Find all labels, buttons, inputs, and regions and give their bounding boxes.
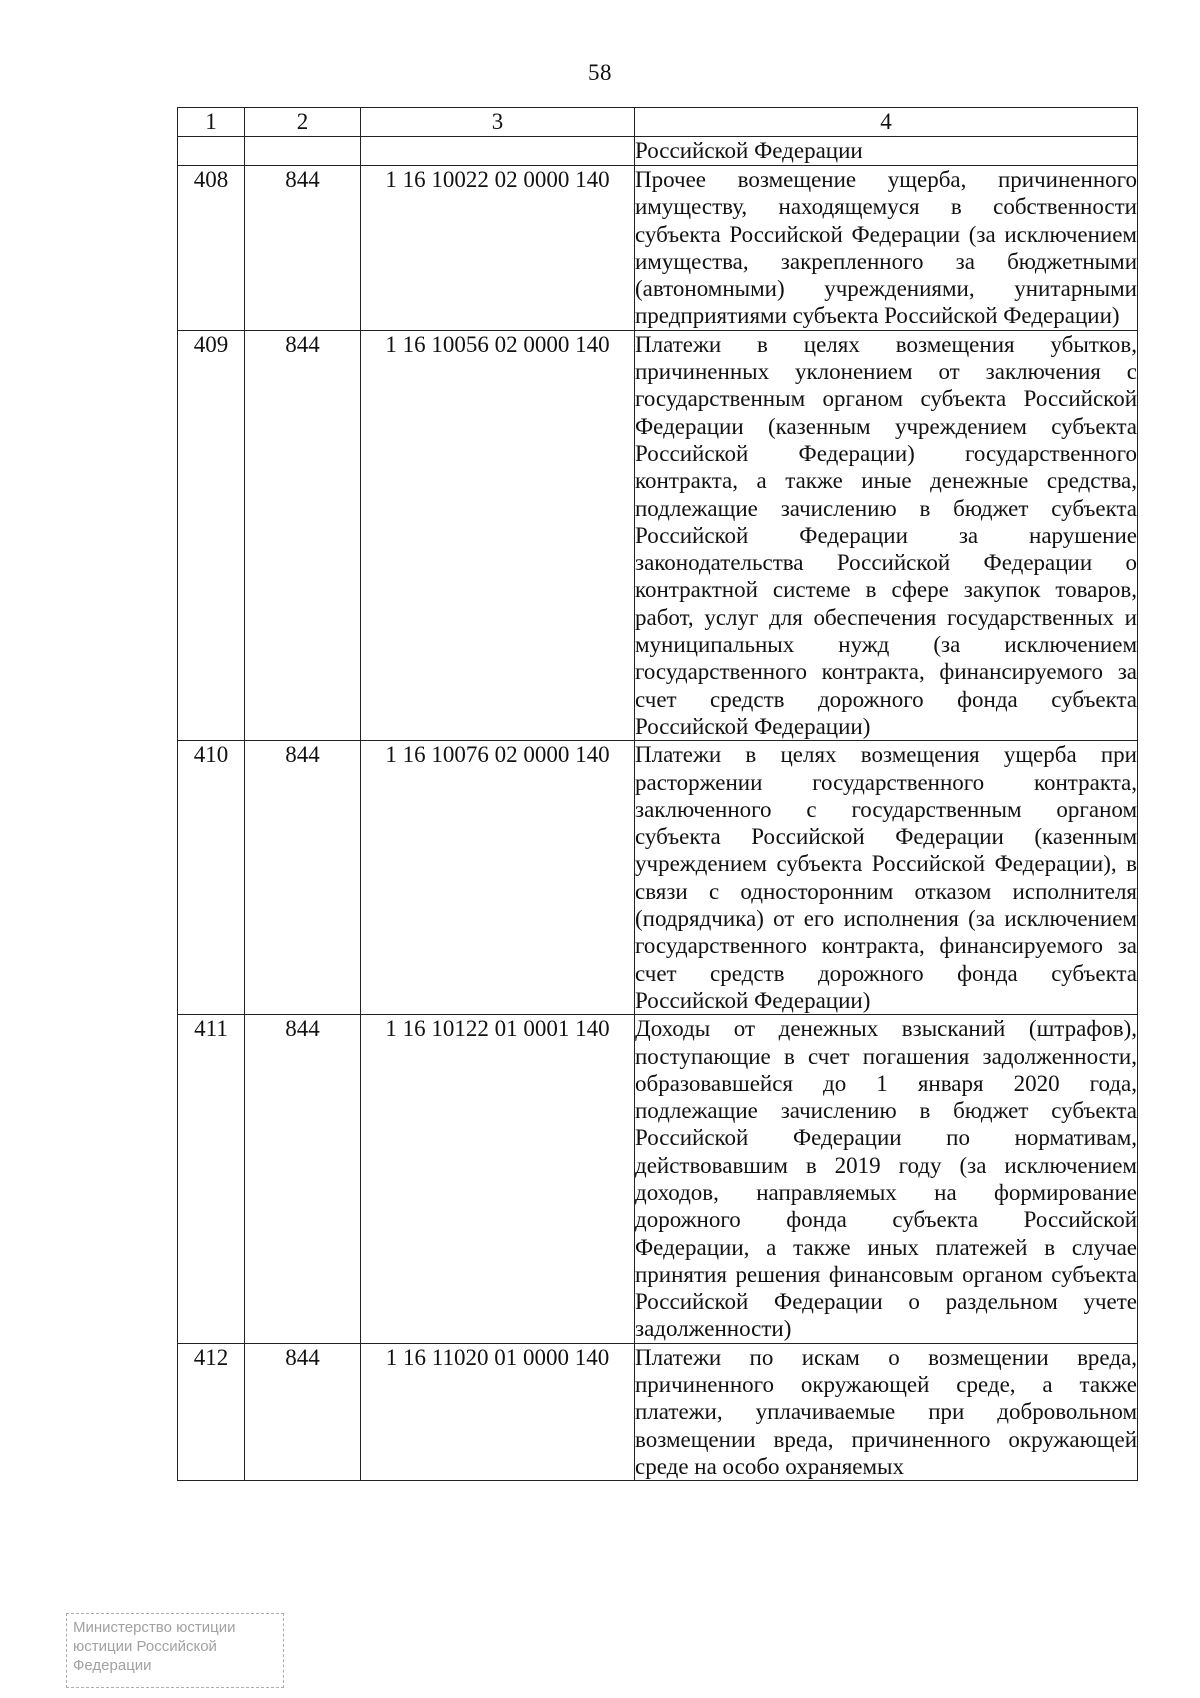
budget-classification-code: 1 16 10122 01 0001 140 [361, 1015, 635, 1344]
budget-classification-code: 1 16 10022 02 0000 140 [361, 166, 635, 331]
admin-code: 844 [245, 330, 361, 740]
budget-classification-code: 1 16 11020 01 0000 140 [361, 1343, 635, 1480]
admin-code: 844 [245, 166, 361, 331]
column-header-2: 2 [245, 108, 361, 137]
column-header-3: 3 [361, 108, 635, 137]
admin-code: 844 [245, 1015, 361, 1344]
empty-cell [245, 137, 361, 166]
column-header-4: 4 [635, 108, 1138, 137]
table-row [178, 330, 1138, 740]
registration-stamp [66, 1613, 284, 1688]
stamp-line: Федерации [73, 1657, 152, 1674]
empty-cell [361, 137, 635, 166]
budget-classification-code: 1 16 10076 02 0000 140 [361, 741, 635, 1015]
stamp-line: юстиции Российской [73, 1638, 217, 1655]
page-number: 58 [588, 60, 612, 85]
revenue-description: Платежи в целях возмещения убытков, причиненных уклонением от заключения с государственным органом субъекта Российской Федерации (казенным учреждением субъекта Российской Федерации) государственного контракта, а также иные денежные средства, подлежащие зачислению в бюджет субъекта Российской Федерации за нарушение законодательства Российской Федерации о контрактной системе в сфере закупок товаров, работ, услуг для обеспечения государственных и муниципальных нужд (за исключением государственного контракта, финансируемого за счет средств дорожного фонда субъекта Российской Федерации) [635, 331, 1137, 739]
budget-classification-code: 1 16 10056 02 0000 140 [361, 330, 635, 740]
table-row [178, 166, 1138, 331]
row-number: 412 [178, 1343, 245, 1480]
revenue-description: Платежи по искам о возмещении вреда, причиненного окружающей среде, а также платежи, уплачиваемые при добровольном возмещении вреда, причиненного окружающей среде на особо охраняемых [635, 1344, 1137, 1479]
revenue-classification-table [177, 107, 1138, 1481]
row-number: 411 [178, 1015, 245, 1344]
table-row [178, 1343, 1138, 1480]
revenue-description: Доходы от денежных взысканий (штрафов), поступающие в счет погашения задолженности, образовавшейся до 1 января 2020 года, подлежащие зачислению в бюджет субъекта Российской Федерации по нормативам, действовавшим в 2019 году (за исключением доходов, направляемых на формирование дорожного фонда субъекта Российской Федерации, а также иных платежей в случае принятия решения финансовым органом субъекта Российской Федерации о раздельном учете задолженности) [635, 1016, 1137, 1342]
row-number: 408 [178, 166, 245, 331]
row-number: 409 [178, 330, 245, 740]
table-row [178, 741, 1138, 1015]
revenue-description: Прочее возмещение ущерба, причиненного имуществу, находящемуся в собственности субъекта Российской Федерации (за исключением имущества, закрепленного за бюджетными (автономными) учреждениями, унитарными предприятиями субъекта Российской Федерации) [635, 167, 1137, 329]
table-header-row [178, 108, 1138, 137]
continuation-text: Российской Федерации [635, 137, 1138, 166]
row-number: 410 [178, 741, 245, 1015]
stamp-line: Министерство юстиции [73, 1619, 236, 1636]
revenue-description: Платежи в целях возмещения ущерба при расторжении государственного контракта, заключенного с государственным органом субъекта Российской Федерации (казенным учреждением субъекта Российской Федерации), в связи с односторонним отказом исполнителя (подрядчика) от его исполнения (за исключением государственного контракта, финансируемого за счет средств дорожного фонда субъекта Российской Федерации) [635, 742, 1137, 1013]
admin-code: 844 [245, 1343, 361, 1480]
empty-cell [178, 137, 245, 166]
table-row [178, 1015, 1138, 1344]
table-row-continuation [178, 137, 1138, 166]
column-header-1: 1 [178, 108, 245, 137]
admin-code: 844 [245, 741, 361, 1015]
